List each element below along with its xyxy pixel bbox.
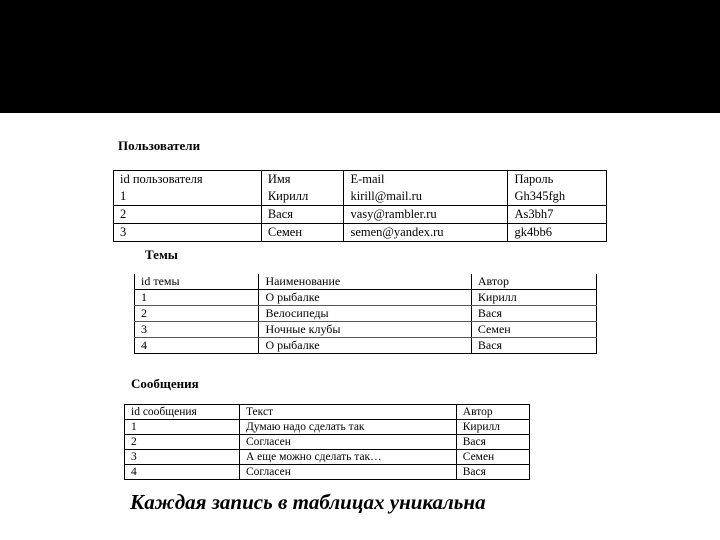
table-row xyxy=(135,322,597,338)
header-cell: Наименование xyxy=(259,274,471,290)
header-cell: Имя xyxy=(261,171,344,189)
table-row xyxy=(135,290,597,306)
table-row xyxy=(135,306,597,322)
cell: 3 xyxy=(125,450,240,465)
cell: 2 xyxy=(125,435,240,450)
table-row xyxy=(114,206,607,224)
table-row xyxy=(125,465,530,480)
table-row xyxy=(135,338,597,354)
cell: 3 xyxy=(114,224,262,242)
table-header-row xyxy=(125,405,530,420)
cell: As3bh7 xyxy=(508,206,607,224)
cell: 4 xyxy=(125,465,240,480)
cell: 2 xyxy=(114,206,262,224)
cell: О рыбалке xyxy=(259,290,471,306)
table-header-row xyxy=(114,171,607,189)
cell: Семен xyxy=(471,322,596,338)
cell: Вася xyxy=(261,206,344,224)
cell: gk4bb6 xyxy=(508,224,607,242)
cell: Кирилл xyxy=(261,188,344,206)
table-row xyxy=(114,188,607,206)
cell: Думаю надо сделать так xyxy=(239,420,456,435)
users-table xyxy=(113,170,607,242)
header-cell: E-mail xyxy=(344,171,508,189)
cell: 3 xyxy=(135,322,259,338)
header-cell: id темы xyxy=(135,274,259,290)
cell: О рыбалке xyxy=(259,338,471,354)
cell: А еще можно сделать так… xyxy=(239,450,456,465)
table-row xyxy=(114,224,607,242)
users-table-title: Пользователи xyxy=(118,138,201,153)
header-cell: Пароль xyxy=(508,171,607,189)
header-cell: id сообщения xyxy=(125,405,240,420)
cell: 1 xyxy=(125,420,240,435)
cell: 1 xyxy=(135,290,259,306)
header-cell: Автор xyxy=(456,405,529,420)
cell: Согласен xyxy=(239,465,456,480)
cell: kirill@mail.ru xyxy=(344,188,508,206)
cell: Кирилл xyxy=(471,290,596,306)
table-header-row xyxy=(135,274,597,290)
cell: Кирилл xyxy=(456,420,529,435)
cell: Ночные клубы xyxy=(259,322,471,338)
table-row xyxy=(125,450,530,465)
header-cell: id пользователя xyxy=(114,171,262,189)
cell: Вася xyxy=(456,435,529,450)
cell: Вася xyxy=(471,306,596,322)
cell: Семен xyxy=(261,224,344,242)
messages-table xyxy=(124,404,530,480)
header-cell: Текст xyxy=(239,405,456,420)
cell: Вася xyxy=(471,338,596,354)
slide-caption: Каждая запись в таблицах уникальна xyxy=(130,490,486,514)
cell: 1 xyxy=(114,188,262,206)
header-cell: Автор xyxy=(471,274,596,290)
cell: Вася xyxy=(456,465,529,480)
table-row xyxy=(125,420,530,435)
cell: vasy@rambler.ru xyxy=(344,206,508,224)
table-row xyxy=(125,435,530,450)
cell: Gh345fgh xyxy=(508,188,607,206)
messages-table-title: Сообщения xyxy=(131,376,199,391)
cell: semen@yandex.ru xyxy=(344,224,508,242)
top-black-bar xyxy=(0,0,720,113)
cell: Велосипеды xyxy=(259,306,471,322)
cell: Согласен xyxy=(239,435,456,450)
cell: Семен xyxy=(456,450,529,465)
cell: 4 xyxy=(135,338,259,354)
topics-table-title: Темы xyxy=(145,247,178,262)
cell: 2 xyxy=(135,306,259,322)
topics-table xyxy=(134,274,597,354)
